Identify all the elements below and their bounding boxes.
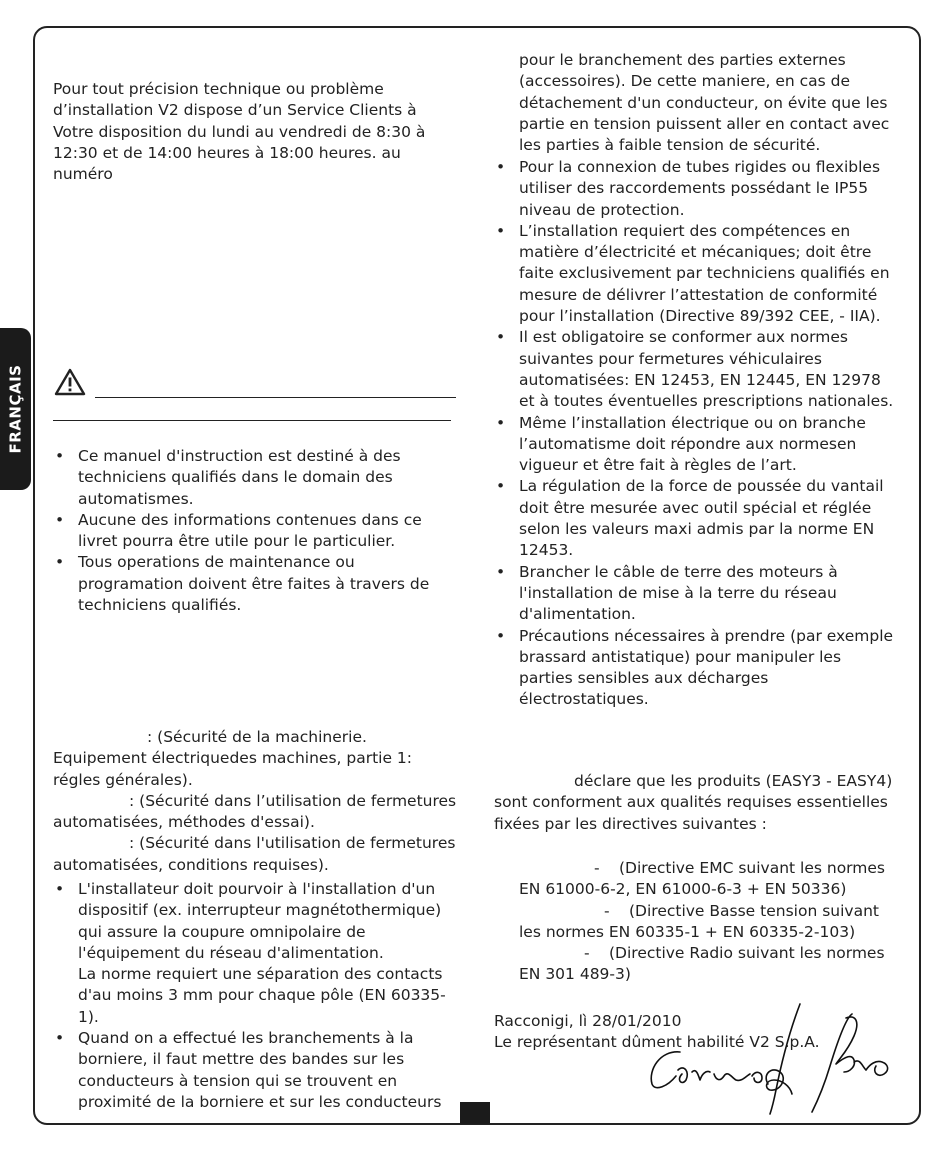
standard-item: : (Sécurité dans l’utilisation de fermetures automatisées, méthodes d'essai).	[53, 791, 457, 832]
list-item: • La régulation de la force de poussée du vantail doit être mesurée avec outil spécial et réglée selon les valeurs maxi admis par la norme EN 12453.	[494, 476, 899, 561]
place-date: Racconigi, lì 28/01/2010	[494, 1012, 682, 1030]
installation-list	[53, 879, 463, 1113]
directive-item: - (Directive EMC suivant les normes EN 61000-6-2, EN 61000-6-3 + EN 50336)	[494, 858, 899, 901]
requirements-list	[494, 157, 899, 711]
page-number-block	[460, 1102, 490, 1124]
warning-list	[53, 446, 463, 616]
standards-list	[53, 727, 458, 876]
warning-heading-rule	[95, 397, 456, 398]
list-item: • Précautions nécessaires à prendre (par exemple brassard antistatique) pour manipuler les parties sensibles aux décharges électrostatiques.	[494, 626, 899, 711]
list-item	[53, 879, 463, 1028]
directives-list	[494, 858, 899, 986]
list-item: • Il est obligatoire se conformer aux normes suivantes pour fermetures véhiculaires automatisées: EN 12453, EN 12445, EN 12978 et à toutes éventuelles prescriptions nationales.	[494, 327, 899, 412]
list-item: • Pour la connexion de tubes rigides ou flexibles utiliser des raccordements possédant le IP55 niveau de protection.	[494, 157, 899, 221]
declaration-text: déclare que les produits (EASY3 - EASY4) sont conforment aux qualités requises essentielles fixées par les directives suivantes :	[494, 772, 893, 833]
language-tab-label: FRANÇAIS	[5, 364, 24, 454]
list-item: • Aucune des informations contenues dans ce livret pourra être utile pour le particulier.	[53, 510, 463, 553]
service-intro: Pour tout précision technique ou problème d’installation V2 dispose d’un Service Clients à Votre disposition du lundi au vendredi de 8:30 à 12:30 et de 14:00 heures à 18:00 heures. au numéro	[53, 80, 426, 184]
standard-item: : (Sécurité dans l'utilisation de fermetures automatisées, conditions requises).	[53, 834, 456, 874]
signature-image	[640, 1000, 900, 1115]
language-tab	[0, 328, 31, 490]
list-item-text: L'installateur doit pourvoir à l'installation d'un dispositif (ex. interrupteur magnétothermique) qui assure la coupure omnipolaire de l'équipement du réseau d'alimentation.	[78, 880, 442, 962]
list-item: • Tous operations de maintenance ou programation doivent être faites à travers de techniciens qualifiés.	[53, 552, 463, 616]
list-item: • L’installation requiert des compétences en matière d’électricité et mécaniques; doit être faite exclusivement par techniciens qualifiés en mesure de délivrer l’attestation de conformité pour l’installation (Directive 89/392 CEE, - IIA).	[494, 221, 899, 327]
directive-item: - (Directive Radio suivant les normes EN 301 489-3)	[494, 943, 899, 986]
representative-line: Le représentant dûment habilité V2 S.p.A.	[494, 1033, 820, 1051]
standard-item: : (Sécurité de la machinerie. Equipement électriquedes machines, partie 1: régles générales).	[53, 728, 413, 789]
section-divider	[53, 420, 451, 421]
continuation-text: pour le branchement des parties externes (accessoires). De cette maniere, en cas de détachement d'un conducteur, on évite que les partie en tension puissent aller en contact avec les parties à faible tension de sécurité.	[519, 51, 890, 155]
list-item: • Quand on a effectué les branchements à la borniere, il faut mettre des bandes sur les conducteurs à tension qui se trouvent en proximité de la borniere et sur les conducteurs	[53, 1028, 463, 1113]
list-item-text: La norme requiert une séparation des contacts d'au moins 3 mm pour chaque pôle (EN 60335-1).	[78, 965, 446, 1026]
list-item: • Même l’installation électrique ou on branche l’automatisme doit répondre aux normesen vigueur et être fait à règles de l’art.	[494, 413, 899, 477]
directive-item: - (Directive Basse tension suivant les normes EN 60335-1 + EN 60335-2-103)	[494, 901, 899, 944]
list-item: • Ce manuel d'instruction est destiné à des techniciens qualifiés dans le domain des automatismes.	[53, 446, 463, 510]
list-item: • Brancher le câble de terre des moteurs à l'installation de mise à la terre du réseau d'alimentation.	[494, 562, 899, 626]
warning-icon	[53, 367, 87, 397]
